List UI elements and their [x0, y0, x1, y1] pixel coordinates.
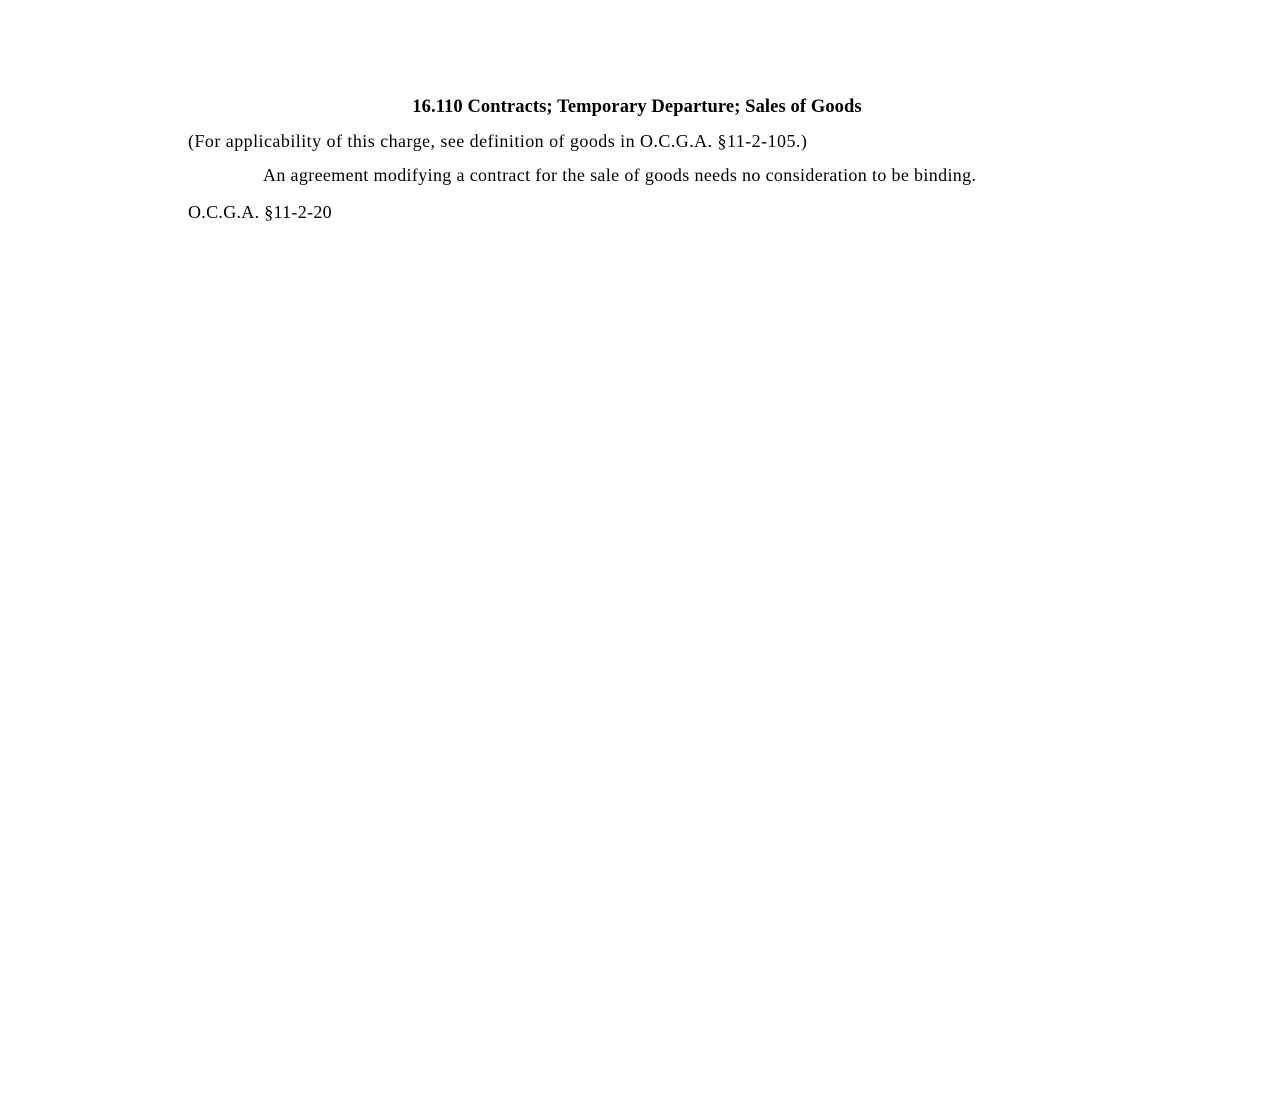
- statute-citation: O.C.G.A. §11-2-20: [188, 202, 332, 222]
- document-title: 16.110 Contracts; Temporary Departure; Sales of Goods: [412, 97, 862, 117]
- applicability-note: (For applicability of this charge, see definition of goods in O.C.G.A. §11-2-105.): [188, 131, 808, 151]
- charge-paragraph: An agreement modifying a contract for the sale of goods needs no consideration to be binding.: [263, 165, 977, 185]
- document-page: [188, 96, 1068, 223]
